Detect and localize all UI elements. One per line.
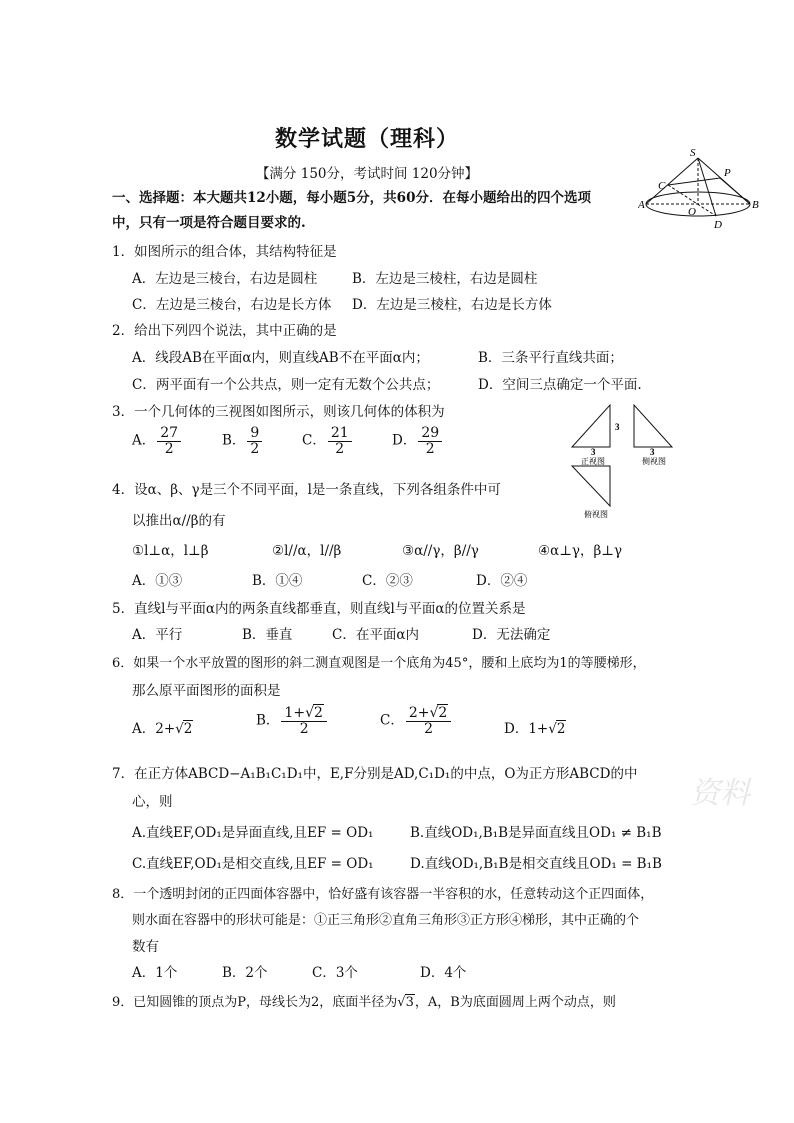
q7-option-d: D.直线OD₁,B₁B是相交直线且OD₁ = B₁B bbox=[410, 856, 662, 872]
q5-option-b: B．垂直 bbox=[242, 627, 293, 643]
label-a: A bbox=[638, 199, 645, 211]
section-heading-line2: 中，只有一项是符合题目要求的. bbox=[112, 215, 306, 231]
front-view-height: 3 bbox=[615, 422, 620, 432]
q5-option-a: A．平行 bbox=[132, 627, 183, 643]
side-view-width: 3 bbox=[650, 447, 655, 457]
q8-option-b: B．2个 bbox=[222, 965, 268, 981]
q8-stem: 8．一个透明封闭的正四面体容器中，恰好盛有该容器一半容积的水，任意转动这个正四面体， bbox=[112, 887, 654, 902]
q4-stem: 4．设α、β、γ是三个不同平面，l是一条直线，下列各组条件中可 bbox=[112, 482, 501, 498]
q4-option-a: A．①③ bbox=[132, 573, 183, 589]
label-b: B bbox=[752, 199, 759, 211]
label-d: D bbox=[714, 219, 722, 231]
q5-option-c: C．在平面α内 bbox=[332, 627, 419, 643]
q6-option-c: C． $\frac{2+√2}{2}$ bbox=[380, 706, 453, 736]
q6-option-d: D．1+√2 bbox=[504, 721, 566, 737]
exam-info: 【满分 150分，考试时间 120分钟】 bbox=[255, 166, 479, 182]
q8-option-a: A．1个 bbox=[132, 965, 178, 981]
q4-condition-4: ④α⊥γ，β⊥γ bbox=[538, 543, 623, 559]
q3-option-a: A． $\frac{27}{2}$ bbox=[132, 426, 183, 456]
label-s: S bbox=[690, 147, 696, 159]
q4-condition-2: ②l//α，l//β bbox=[272, 543, 342, 559]
q3-stem: 3．一个几何体的三视图如图所示，则该几何体的体积为 bbox=[112, 404, 445, 420]
q1-option-b: B．左边是三棱柱，右边是圆柱 bbox=[352, 271, 538, 287]
q4-option-c: C．②③ bbox=[362, 573, 413, 589]
q1-stem: 1．如图所示的组合体，其结构特征是 bbox=[112, 244, 337, 260]
label-p: P bbox=[724, 167, 731, 179]
cone-figure bbox=[638, 145, 762, 233]
q1-option-a: A．左边是三棱台，右边是圆柱 bbox=[132, 271, 318, 287]
q2-stem: 2．给出下列四个说法，其中正确的是 bbox=[112, 323, 337, 339]
q4-condition-3: ③α//γ，β//γ bbox=[402, 543, 479, 559]
q3-option-b: B． $\frac{9}{2}$ bbox=[222, 426, 264, 456]
q7-option-c: C.直线EF,OD₁是相交直线,且EF = OD₁ bbox=[132, 856, 374, 872]
page-title: 数学试题（理科） bbox=[274, 126, 459, 152]
section-heading-line1: 一、选择题：本大题共12小题，每小题5分，共60分．在每小题给出的四个选项 bbox=[112, 190, 591, 206]
front-view-label: 正视图 bbox=[581, 457, 605, 466]
q6-option-b: B． $\frac{1+√2}{2}$ bbox=[256, 706, 329, 736]
q2-option-b: B．三条平行直线共面； bbox=[478, 350, 623, 366]
q4-option-d: D．②④ bbox=[476, 573, 528, 589]
q7-stem-line2: 心，则 bbox=[132, 794, 173, 810]
front-view-width: 3 bbox=[591, 447, 596, 457]
q7-option-b: B.直线OD₁,B₁B是异面直线且OD₁ ≠ B₁B bbox=[410, 825, 662, 841]
q6-stem: 6．如果一个水平放置的图形的斜二测直观图是一个底角为45°，腰和上底均为1的等腰梯形， bbox=[112, 656, 646, 671]
q7-stem: 7．在正方体ABCD−A₁B₁C₁D₁中，E,F分别是AD,C₁D₁的中点，O为正方形ABCD的中 bbox=[112, 766, 638, 782]
q1-option-c: C．左边是三棱台，右边是长方体 bbox=[132, 297, 332, 313]
watermark: 资料 bbox=[690, 776, 750, 811]
q2-option-a: A．线段AB在平面α内，则直线AB不在平面α内； bbox=[132, 350, 429, 366]
q9-stem: 9．已知圆锥的顶点为P，母线长为2，底面半径为√3，A，B为底面圆周上两个动点，则 bbox=[112, 995, 616, 1010]
q2-option-d: D．空间三点确定一个平面. bbox=[478, 377, 642, 393]
q5-option-d: D．无法确定 bbox=[472, 627, 551, 643]
label-o: O bbox=[688, 206, 696, 218]
q3-option-c: C． $\frac{21}{2}$ bbox=[302, 426, 354, 456]
q2-option-c: C．两平面有一个公共点，则一定有无数个公共点； bbox=[132, 377, 440, 393]
q5-stem: 5．直线l与平面α内的两条直线都垂直，则直线l与平面α的位置关系是 bbox=[112, 601, 526, 617]
top-view-label: 俯视图 bbox=[584, 510, 608, 519]
side-view-label: 侧视图 bbox=[642, 457, 666, 466]
q8-option-d: D．4个 bbox=[420, 965, 467, 981]
q3-option-d: D． $\frac{29}{2}$ bbox=[392, 426, 444, 456]
q4-condition-1: ①l⊥α，l⊥β bbox=[132, 543, 209, 559]
q1-option-d: D．左边是三棱柱，右边是长方体 bbox=[352, 297, 552, 313]
q8-option-c: C．3个 bbox=[312, 965, 358, 981]
q8-stem-line3: 数有 bbox=[132, 939, 159, 955]
q4-stem-line2: 以推出α//β的有 bbox=[132, 513, 226, 529]
q6-option-a: A．2+√2 bbox=[132, 721, 193, 737]
label-c: C bbox=[658, 180, 666, 192]
q4-option-b: B．①④ bbox=[252, 573, 303, 589]
q6-stem-line2: 那么原平面图形的面积是 bbox=[132, 683, 281, 699]
q8-stem-line2: 则水面在容器中的形状可能是：①正三角形②直角三角形③正方形④梯形，其中正确的个 bbox=[132, 913, 640, 928]
three-views-figure bbox=[568, 402, 680, 520]
q7-option-a: A.直线EF,OD₁是异面直线,且EF = OD₁ bbox=[132, 825, 374, 841]
